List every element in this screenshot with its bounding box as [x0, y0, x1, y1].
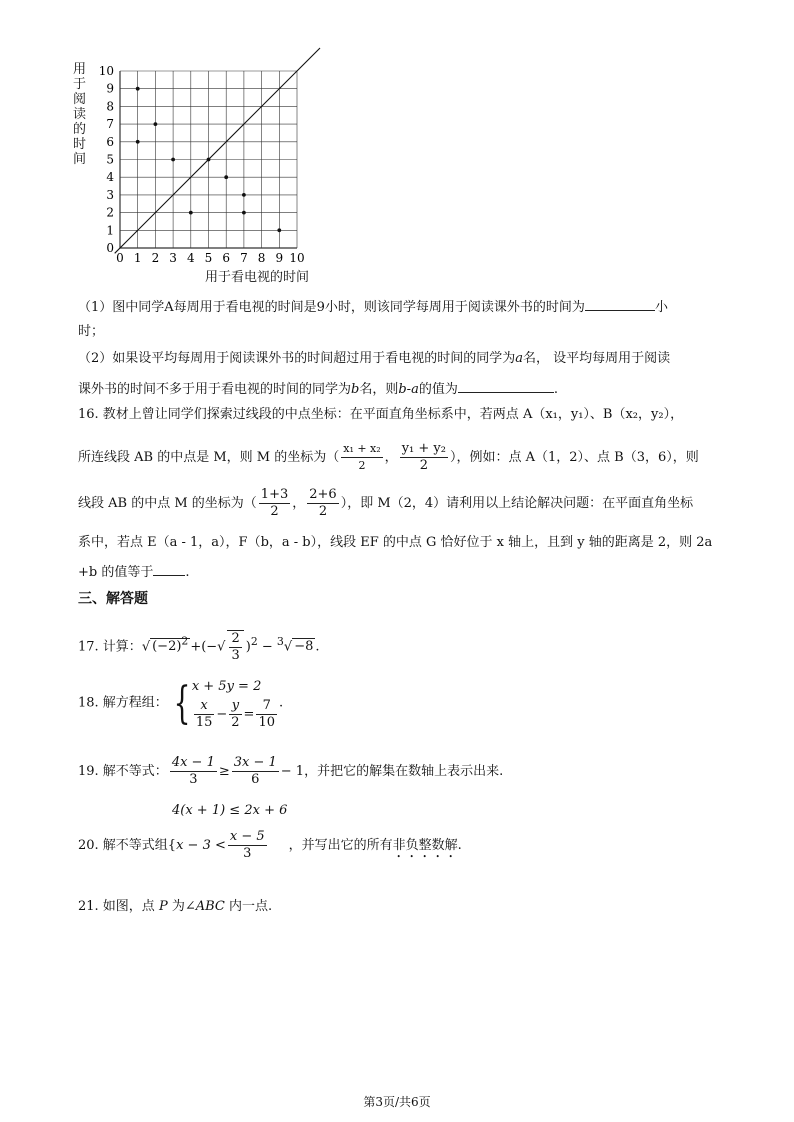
q17-frac-num: 2 [231, 630, 240, 646]
x-tick-label: 9 [275, 251, 284, 265]
q17-label: 17. 计算： [78, 639, 142, 655]
q19-frac2 [232, 755, 279, 788]
q16-frac-y-num: y₁ + y₂ [401, 441, 446, 456]
q16-text-c: 线段 AB 的中点 M 的坐标为（ [78, 496, 257, 511]
x-tick-label: 3 [169, 251, 177, 265]
q19-frac1 [170, 755, 217, 788]
q18-frac2 [229, 698, 241, 731]
q15-var-a: a [515, 351, 524, 366]
q16-end: . [185, 565, 190, 580]
q15-part2-text-e: 的值为 [418, 382, 458, 397]
x-tick-label: 5 [204, 251, 213, 265]
q17-minus: − [257, 639, 277, 655]
y-tick-label: 8 [106, 99, 114, 114]
q18-minus: − [216, 707, 228, 722]
q15-part2-blank[interactable] [458, 378, 554, 393]
q20-eq1: 4(x + 1) ≤ 2x + 6 [172, 803, 288, 818]
q17-frac-den: 3 [231, 647, 240, 663]
q16-line4: 系中，若点 E（a - 1，a），F（b，a - b），线段 EF 的中点 G 恰好位于 x 轴上，且到 y 轴的距离是 2，则 2a [78, 535, 713, 550]
q16-frac-b-num: 2+6 [309, 487, 337, 502]
q19-ge: ≥ [218, 764, 230, 779]
q18-system [192, 676, 279, 731]
reference-line-y-equals-x [115, 48, 320, 253]
q21-text-a: 21. 如图，点 [78, 899, 155, 914]
q21-angle-name: ABC [195, 899, 225, 914]
x-tick-label: 7 [240, 251, 248, 265]
data-point [224, 175, 228, 179]
q16-text-a: 所连线段 AB 的中点是 M，则 M 的坐标为（ [78, 450, 340, 465]
data-point [171, 158, 175, 162]
y-axis-label: 用于阅读的时间 [73, 62, 87, 167]
q16-frac-b [307, 487, 338, 520]
q19-rest: − 1 [280, 764, 305, 779]
q20-frac-den: 3 [243, 846, 252, 861]
scatter-chart [0, 0, 794, 300]
q16-blank[interactable] [153, 561, 185, 576]
q21-text-b: 为∠ [171, 899, 196, 914]
y-tick-label: 1 [106, 223, 114, 238]
q16-frac-a-den: 2 [270, 504, 279, 519]
q15-part2-line2 [78, 378, 558, 399]
q19-line [78, 752, 503, 792]
q18-frac1-num: x [194, 698, 215, 715]
q18-frac2-den: 2 [231, 715, 240, 730]
y-tick-label: 4 [106, 170, 114, 185]
q17-exponent: 2 [181, 635, 189, 648]
data-point [242, 211, 246, 215]
section-3-heading: 三、解答题 [78, 591, 148, 607]
page-footer: 第3页/共6页 [363, 1095, 431, 1109]
y-tick-label: 0 [106, 241, 114, 255]
q18-eq1: x + 5y = 2 [191, 679, 262, 694]
q17-frac [227, 630, 243, 664]
x-axis-label: 用于看电视的时间 [205, 270, 310, 285]
q21-line [78, 898, 272, 916]
x-tick-label: 8 [257, 251, 266, 265]
x-tick-label: 2 [151, 251, 160, 265]
q18-frac3-num: 7 [256, 698, 277, 715]
q20-emphasis: 非负整数解 [392, 838, 458, 853]
q15-part1-line1 [78, 296, 668, 317]
y-tick-label: 2 [106, 205, 114, 220]
q16-line2 [78, 438, 699, 478]
q16-frac-a [259, 487, 290, 520]
q17-close: ) [245, 639, 251, 655]
q16-line3 [78, 484, 693, 524]
sqrt-symbol-icon: √ [217, 639, 226, 655]
q20-end: . [457, 838, 462, 853]
q16-line5 [78, 561, 190, 582]
q20-text-a: ，并写出它的所有 [288, 838, 393, 853]
x-tick-label: 6 [222, 251, 231, 265]
y-tick-label: 7 [106, 117, 114, 132]
data-point [277, 228, 281, 232]
q16-frac-y-den: 2 [419, 458, 428, 473]
q16-text-e: +b 的值等于 [78, 565, 154, 580]
q18-eq-sign: = [243, 707, 255, 722]
x-tick-label: 0 [116, 251, 124, 265]
q15-part2-text-b: 名， 设平均每周用于阅读 [523, 351, 671, 366]
q16-frac-x-num: x₁ + x₂ [341, 441, 382, 458]
q15-expr: b-a [398, 382, 419, 397]
q17-cube-index: 3 [276, 635, 284, 648]
q20-label: 20. 解不等式组{ [78, 838, 177, 853]
q16-sep2: ， [292, 496, 306, 511]
q18-label: 18. 解方程组： [78, 695, 168, 711]
q16-frac-x-den: 2 [358, 459, 366, 472]
q15-part2-text-a: （2）如果设平均每周用于阅读课外书的时间超过用于看电视的时间的同学为 [78, 351, 516, 366]
q15-part2-text-c: 课外书的时间不多于用于看电视的时间的同学为 [78, 382, 352, 397]
q17-sqrt-content [150, 635, 190, 655]
q20-frac-num: x − 5 [229, 829, 265, 844]
q20-eq2: x − 3 < [176, 838, 226, 853]
q15-part2-end: . [553, 382, 558, 397]
q19-frac2-num: 3x − 1 [233, 755, 277, 770]
q16-sep: ， [384, 450, 398, 465]
x-tick-label: 10 [289, 251, 305, 265]
q18-frac2-num: y [229, 698, 241, 715]
q19-frac2-den: 6 [251, 772, 260, 787]
sqrt-symbol-icon: √ [141, 639, 151, 655]
q16-frac-x [341, 441, 382, 474]
q16-frac-y [400, 441, 448, 474]
q18-line [78, 676, 283, 731]
x-tick-label: 1 [133, 251, 142, 265]
y-tick-label: 5 [106, 152, 114, 167]
q18-end: . [279, 695, 284, 711]
q17-end: . [315, 639, 320, 655]
q19-frac1-num: 4x − 1 [171, 755, 215, 770]
q18-frac3-den: 10 [258, 715, 275, 730]
q17-cube-radicand: −8 [294, 639, 314, 655]
q16-frac-a-num: 1+3 [260, 487, 289, 502]
q16-frac-b-den: 2 [318, 504, 328, 519]
q18-frac1 [194, 698, 215, 731]
sqrt-symbol-icon: √ [283, 639, 293, 655]
q18-frac1-den: 15 [195, 715, 213, 730]
q16-line1: 16. 教材上曾让同学们探索过线段的中点坐标：在平面直角坐标系中，若两点 A（x₁，y₁）、B（x₂，y₂）， [78, 407, 684, 422]
q19-label: 19. 解不等式： [78, 764, 168, 779]
q15-part1-text: （1）图中同学A每周用于看电视的时间是9小时，则该同学每周用于阅读课外书的时间为 [78, 300, 585, 315]
q15-part1-unit: 小 [654, 300, 668, 315]
q15-part1-line2: 时； [78, 324, 105, 339]
data-point [154, 122, 158, 126]
q16-text-b: ），例如：点 A（1，2）、点 B（3，6），则 [449, 450, 699, 465]
data-point [242, 193, 246, 197]
q15-part1-blank[interactable] [585, 296, 655, 311]
q17-plus: +(− [190, 639, 218, 655]
q21-point-p: P [158, 899, 168, 914]
x-tick-label: 4 [186, 251, 195, 265]
q17-exponent-b: 2 [250, 635, 258, 648]
q18-eq2 [192, 698, 279, 731]
q21-text-c: 内一点. [229, 899, 273, 914]
data-point [189, 211, 193, 215]
q16-text-d: ），即 M（2，4）请利用以上结论解决问题：在平面直角坐标 [340, 496, 694, 511]
q15-var-b: b [351, 382, 360, 397]
q17-radicand: (−2) [152, 639, 182, 655]
y-tick-label: 9 [106, 81, 114, 96]
y-tick-label: 6 [106, 134, 114, 149]
data-point [136, 87, 140, 91]
q19-frac1-den: 3 [189, 772, 198, 787]
y-tick-label: 10 [98, 64, 114, 78]
q20-line [78, 826, 462, 866]
brace-icon: { [173, 677, 191, 729]
y-tick-label: 3 [106, 187, 114, 202]
q15-part2-text-d: 名，则 [359, 382, 399, 397]
q17-line [78, 620, 320, 669]
q20-frac [228, 829, 267, 862]
data-point [136, 140, 140, 144]
q18-frac3 [256, 698, 277, 731]
q15-part2-line1 [78, 350, 670, 368]
q19-text: ，并把它的解集在数轴上表示出来. [304, 764, 504, 779]
